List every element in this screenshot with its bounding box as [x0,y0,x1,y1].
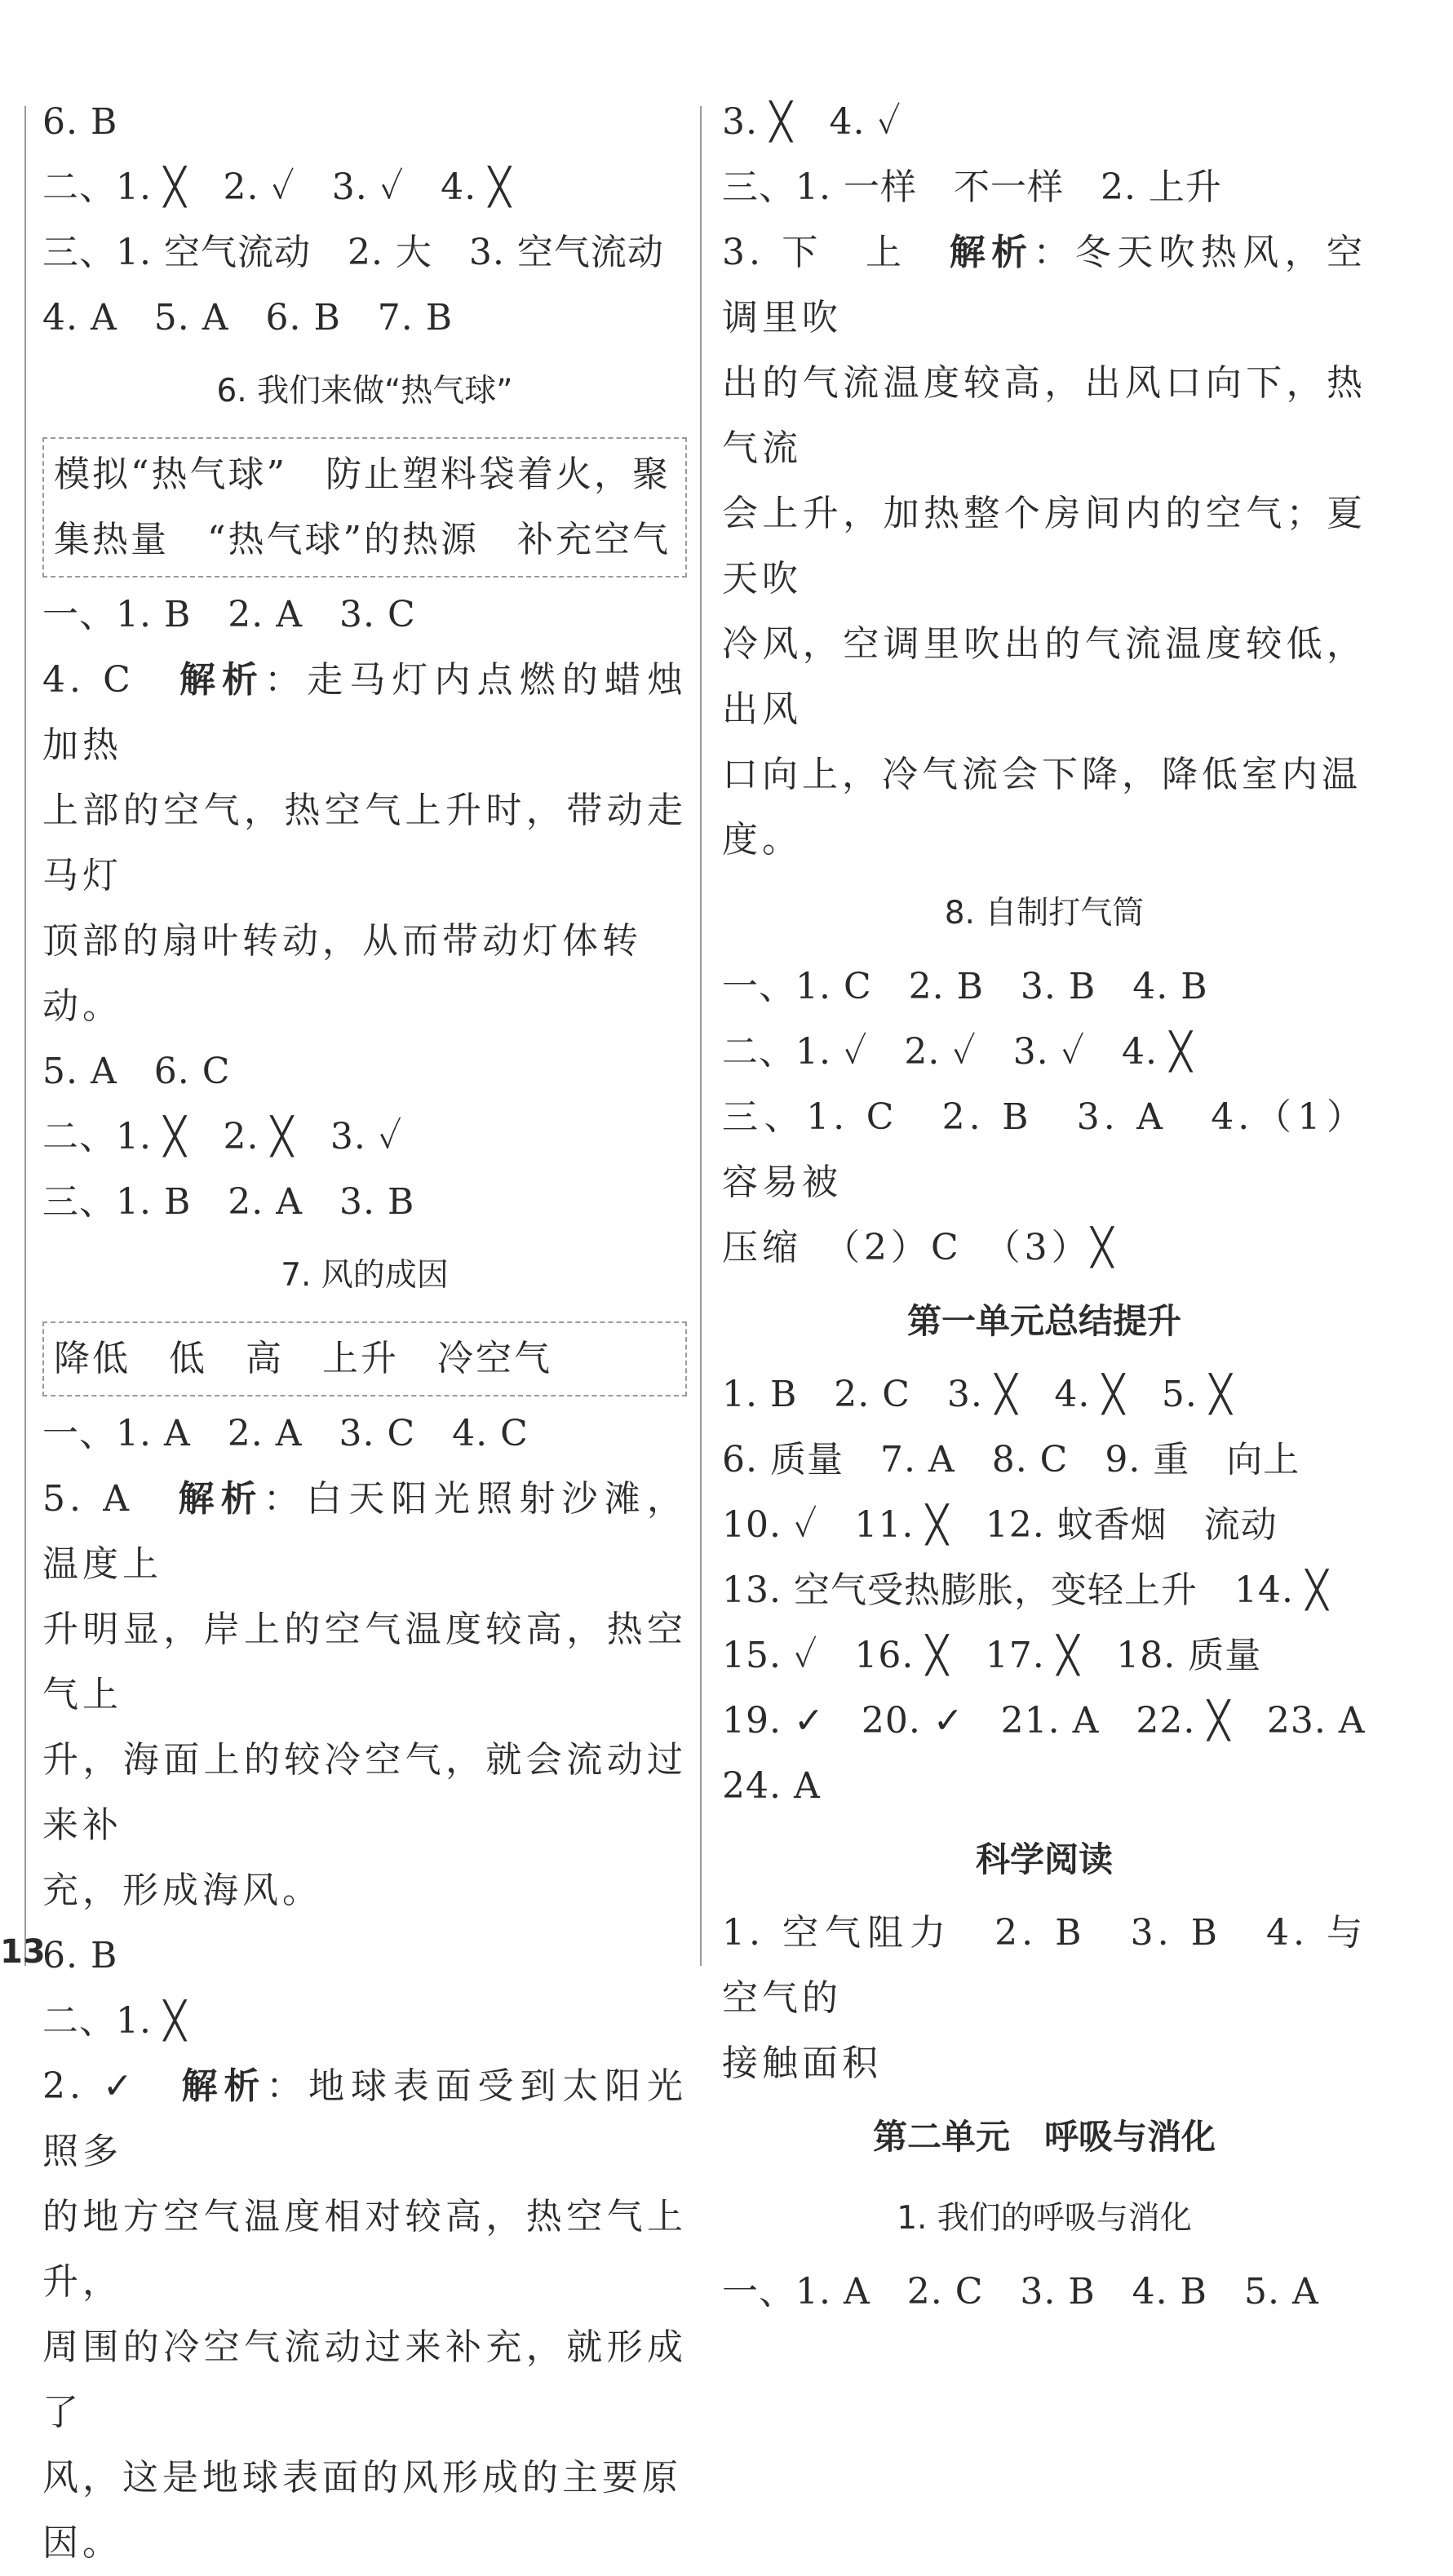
section-title: 8. 自制打气筒 [944,895,1145,932]
column-divider [700,106,702,1966]
answer-line: 6. B [42,1935,118,1976]
section-title: 1. 我们的呼吸与消化 [897,2200,1192,2237]
text-line: 升明显，岸上的空气温度较高，热空气上 [42,1609,687,1715]
answer-line: 3. ╳ 4. ✓ [722,101,901,143]
analysis-label: 解析 [949,232,1034,273]
answer-line: 一、1. C 2. B 3. B 4. B [722,966,1208,1007]
text-line: 2. ✓ 解析：地球表面受到太阳光照多 [42,2065,688,2172]
left-column [42,90,687,2576]
answer-line: 24. A [722,1765,821,1807]
section-title: 6. 我们来做“热气球” [216,373,513,409]
text-line: 降低 低 高 上升 冷空气 [54,1338,552,1379]
text-line: 4. C 解析：走马灯内点燃的蜡烛加热 [42,659,688,766]
text-line: 周围的冷空气流动过来补充，就形成了 [42,2326,687,2433]
keyword-box [42,437,687,578]
unit-heading: 科学阅读 [975,1839,1113,1879]
answer-line: 13. 空气受热膨胀，变轻上升 14. ╳ [722,1569,1329,1611]
text-line: 集热量 “热气球”的热源 补充空气 [54,519,671,560]
answer-line: 4. A 5. A 6. B 7. B [42,297,454,339]
answer-line: 6. B [42,101,118,143]
answer-line: 10. ✓ 11. ╳ 12. 蚊香烟 流动 [722,1504,1278,1546]
answer-line: 三、1. B 2. A 3. B [42,1181,415,1223]
text-line: 5. A 解析：白天阳光照射沙滩，温度上 [42,1478,688,1585]
text-line: 升，海面上的较冷空气，就会流动过来补 [42,1739,687,1846]
answer-line: 一、1. B 2. A 3. C [42,594,416,635]
section-title: 7. 风的成因 [281,1257,449,1294]
text-line: 三、1. C 2. B 3. A 4.（1）容易被 [722,1096,1367,1203]
answer-line: 二、1. ✓ 2. ✓ 3. ✓ 4. ╳ [722,1031,1193,1073]
answer-line: 6. 质量 7. A 8. C 9. 重 向上 [722,1439,1300,1481]
answer-line: 二、1. ╳ [42,2000,187,2042]
analysis-label: 解析 [179,659,265,701]
answer-paragraph [42,648,687,1039]
answer-line: 二、1. ╳ 2. ╳ 3. ✓ [42,1116,403,1157]
text-line: 充，形成海风。 [42,1870,322,1911]
analysis-label: 解析 [178,1478,264,1520]
answer-paragraph [722,1085,1367,1281]
answer-paragraph [42,1467,687,1923]
answer-line: 一、1. A 2. C 3. B 4. B 5. A [722,2271,1319,2313]
keyword-box [42,1321,687,1396]
answer-line: 三、1. 空气流动 2. 大 3. 空气流动 [42,232,664,273]
answer-line: 15. ✓ 16. ╳ 17. ╳ 18. 质量 [722,1635,1262,1676]
answer-line: 5. A 6. C [42,1051,231,1092]
text-line: 模拟“热气球” 防止塑料袋着火，聚 [54,454,671,495]
text-line: 的地方空气温度相对较高，热空气上升， [42,2196,687,2303]
answer-paragraph [42,2054,687,2576]
answer-line: 三、1. 一样 不一样 2. 上升 [722,166,1222,208]
page-number: 13 [0,1933,46,1971]
text-line: 1. 空气阻力 2. B 3. B 4. 与空气的 [722,1912,1367,2019]
text-line: 口向上，冷气流会下降，降低室内温度。 [722,754,1362,861]
right-column [722,90,1367,2325]
answer-paragraph [722,1901,1367,2096]
text-line: 接触面积 [722,2043,882,2084]
text-line: 风，这是地球表面的风形成的主要原因。 [42,2457,682,2564]
text-line: 压缩 （2）C （3）╳ [722,1227,1118,1268]
answer-line: 二、1. ╳ 2. ✓ 3. ✓ 4. ╳ [42,166,512,208]
text-line: 3. 下 上 解析：冬天吹热风，空调里吹 [722,232,1367,339]
answer-line: 19. ✓ 20. ✓ 21. A 22. ╳ 23. A [722,1700,1366,1742]
text-line: 会上升，加热整个房间内的空气；夏天吹 [722,493,1367,600]
text-line: 顶部的扇叶转动，从而带动灯体转动。 [42,920,642,1027]
text-line: 上部的空气，热空气上升时，带动走马灯 [42,790,687,896]
analysis-label: 解析 [181,2065,267,2107]
text-line: 出的气流温度较高，出风口向下，热气流 [722,362,1367,469]
answer-paragraph [722,220,1367,873]
unit-heading: 第一单元总结提升 [906,1301,1181,1341]
answer-line: 1. B 2. C 3. ╳ 4. ╳ 5. ╳ [722,1374,1233,1415]
unit-heading: 第二单元 呼吸与消化 [872,2117,1216,2157]
answer-line: 一、1. A 2. A 3. C 4. C [42,1413,529,1454]
text-line: 冷风，空调里吹出的气流温度较低，出风 [722,623,1367,730]
left-margin-rule [24,106,26,1966]
